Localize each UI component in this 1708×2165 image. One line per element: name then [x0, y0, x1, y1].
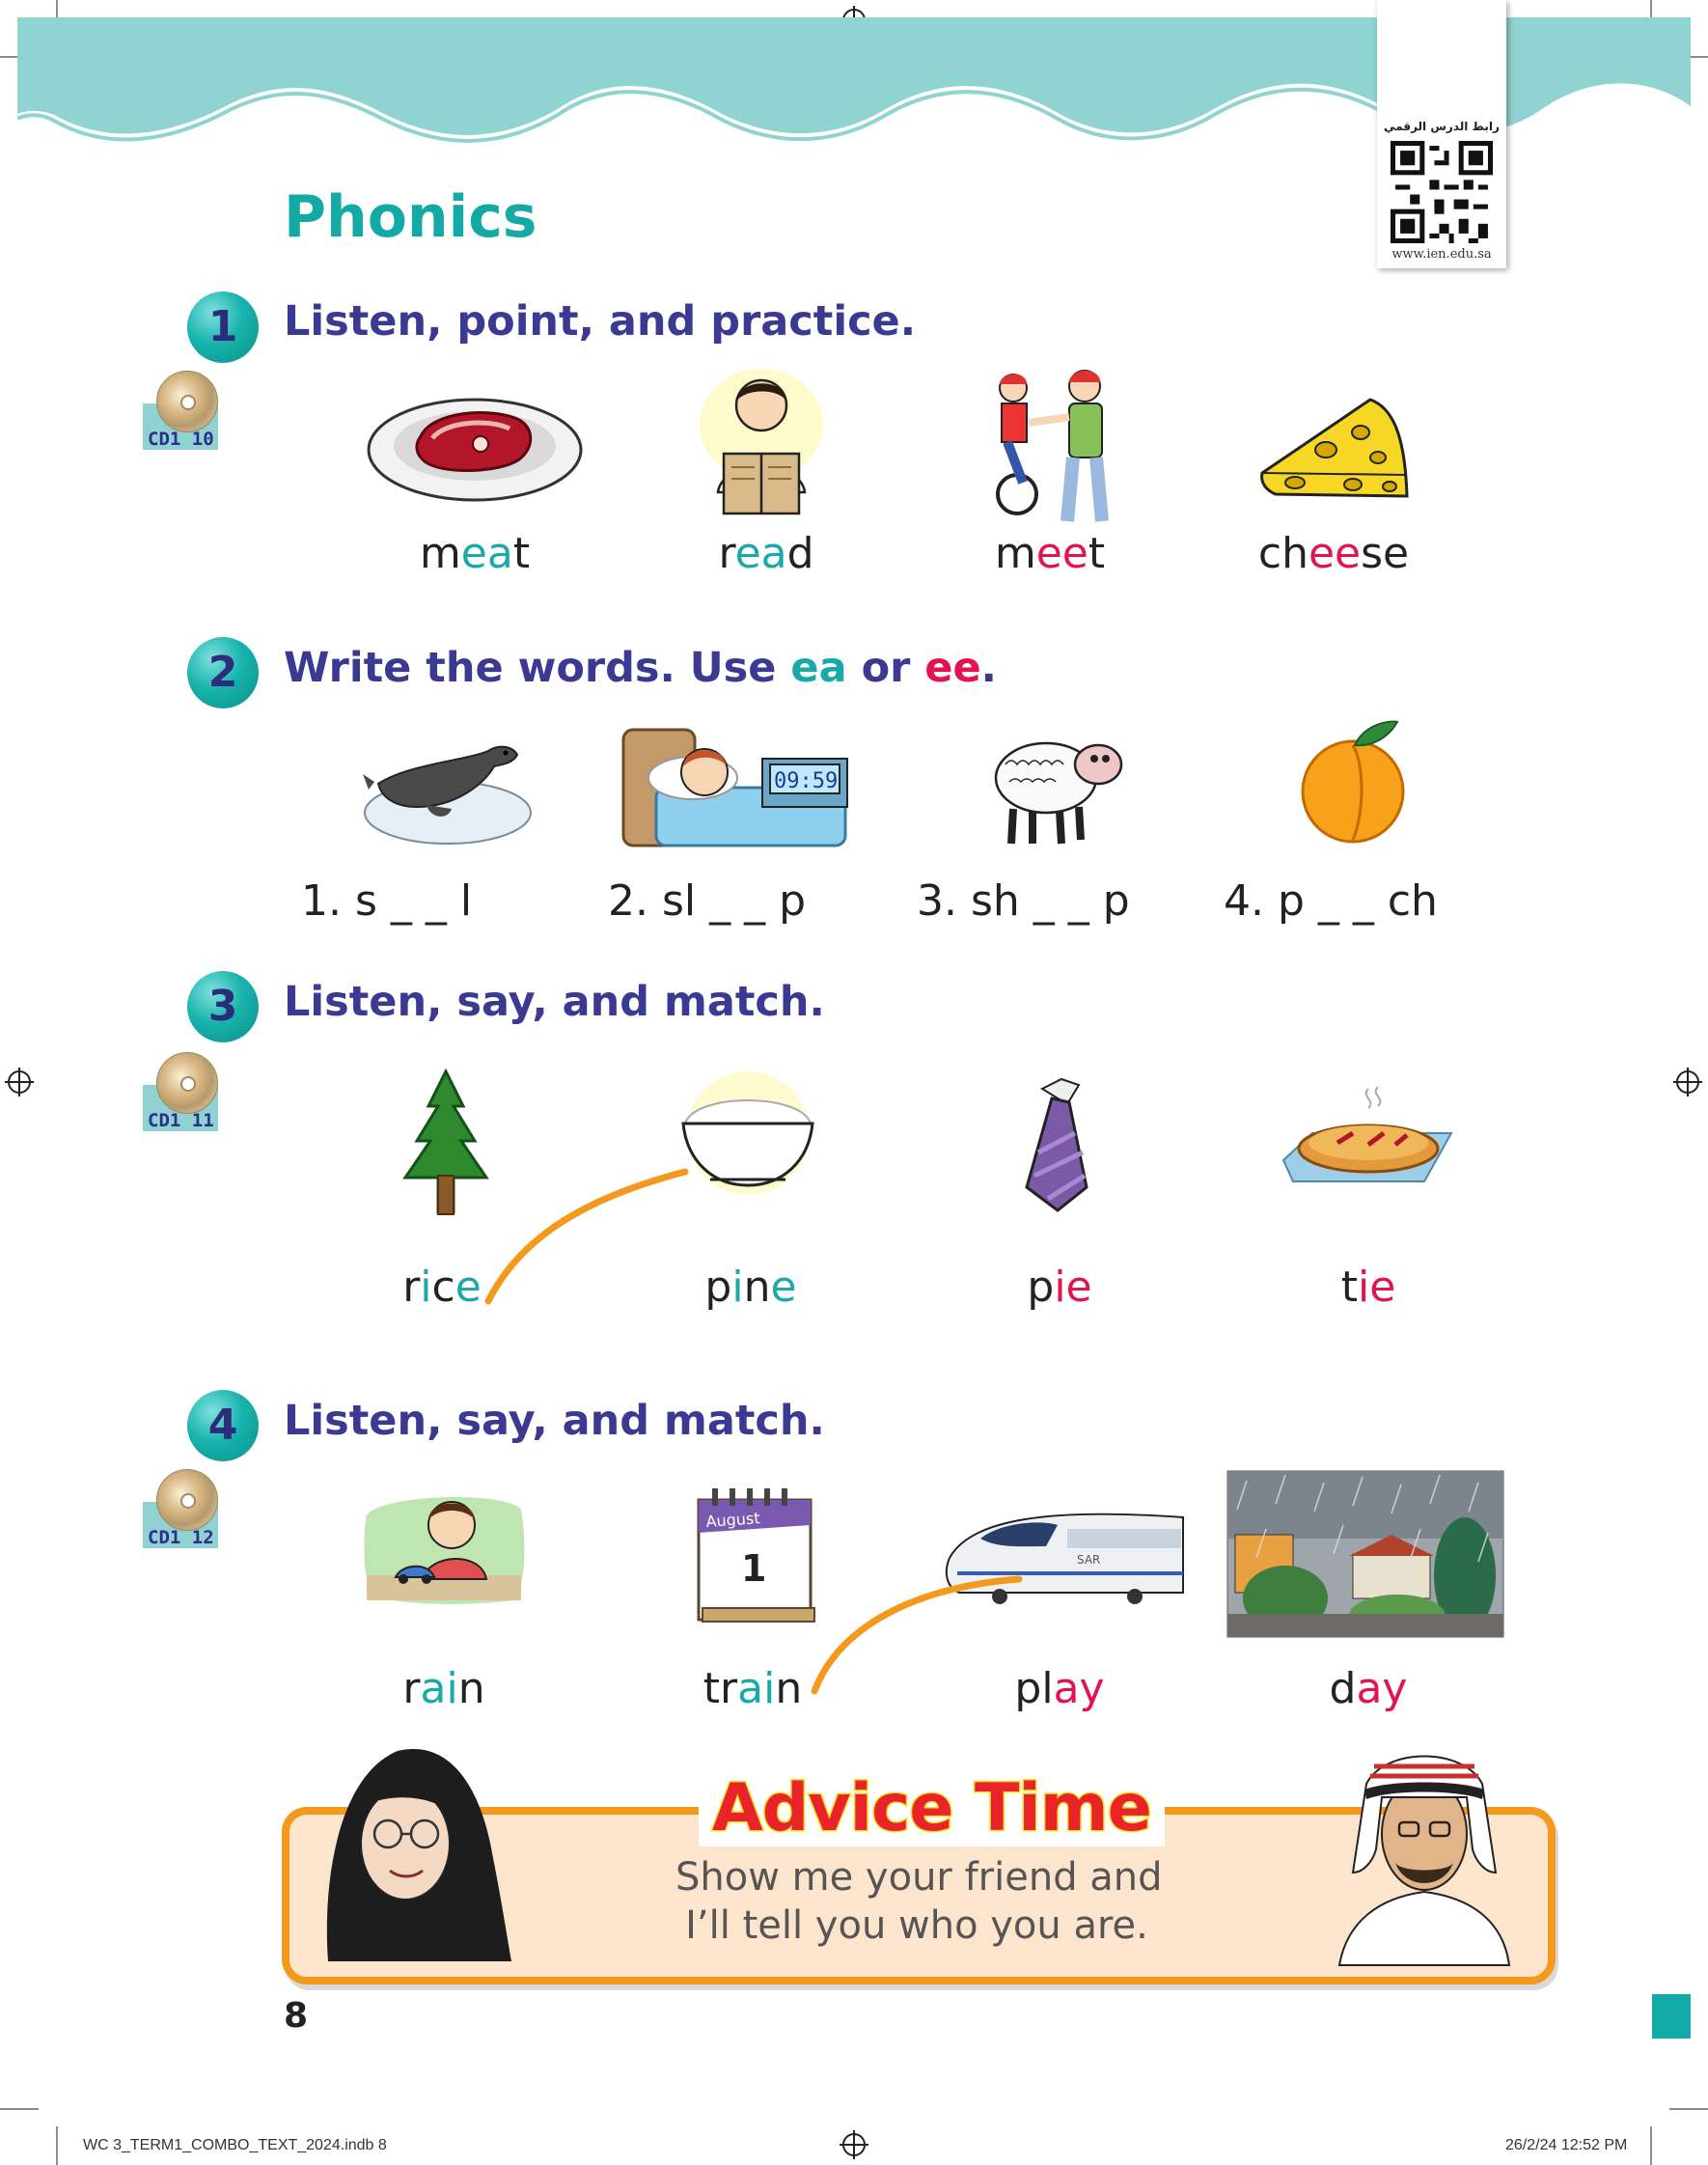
fill-item-4[interactable]: 4. p _ _ ch	[1224, 876, 1438, 926]
word-train: train	[702, 1664, 803, 1713]
word-read: read	[718, 529, 814, 578]
boy-playing-toy-car-icon	[361, 1486, 527, 1606]
word-meet: meet	[994, 529, 1106, 578]
word-cheese: cheese	[1257, 529, 1410, 578]
exercise-number-3: 3	[187, 971, 259, 1042]
qr-code-icon	[1391, 141, 1493, 243]
necktie-icon	[1019, 1075, 1096, 1214]
cd-label: CD1 11	[148, 1110, 214, 1131]
sheep-icon	[990, 726, 1125, 847]
registration-mark-left	[5, 1068, 34, 1096]
sleeping-boy-icon	[618, 720, 880, 851]
word-meat: meat	[419, 529, 531, 578]
fill-item-2[interactable]: 2. sl _ _ p	[608, 876, 807, 926]
exercise-3-instruction: Listen, say, and match.	[284, 978, 825, 1026]
word-pie: pie	[1027, 1263, 1092, 1312]
exercise-number-4: 4	[187, 1390, 259, 1461]
cd-audio-button-3[interactable]	[143, 1469, 218, 1548]
seal-icon	[359, 726, 533, 844]
meat-steak-icon	[365, 390, 585, 506]
exercise-number-1: 1	[187, 291, 259, 363]
advice-title: Advice Time	[699, 1770, 1165, 1846]
word-day: day	[1329, 1664, 1408, 1713]
word-pine: pine	[704, 1263, 797, 1312]
cd-label: CD1 12	[148, 1527, 214, 1548]
page-number: 8	[284, 1996, 309, 2036]
woman-character-icon	[289, 1737, 517, 1965]
exercise-1-instruction: Listen, point, and practice.	[284, 297, 917, 346]
word-rice: rice	[402, 1263, 482, 1312]
calendar-month: August	[704, 1509, 761, 1531]
exercise-4-instruction: Listen, say, and match.	[284, 1397, 825, 1445]
advice-line-2: I’ll tell you who you are.	[685, 1903, 1148, 1948]
page-title: Phonics	[284, 183, 537, 251]
registration-mark-bottom	[840, 2130, 868, 2159]
fill-item-3[interactable]: 3. sh _ _ p	[917, 876, 1130, 926]
qr-tag[interactable]	[1377, 0, 1506, 268]
fill-item-1[interactable]: 1. s _ _ l	[301, 876, 473, 926]
cd-label: CD1 10	[148, 429, 214, 450]
boys-meeting-icon	[984, 367, 1129, 525]
alarm-clock-time: 09:59	[774, 769, 839, 793]
man-character-icon	[1312, 1728, 1534, 1969]
peach-icon	[1297, 716, 1409, 846]
cheese-wedge-icon	[1256, 394, 1413, 502]
corner-tab	[1652, 1994, 1691, 2039]
train-logo: SAR	[1077, 1553, 1101, 1567]
exercise-number-2: 2	[187, 637, 259, 708]
boy-reading-book-icon	[697, 367, 826, 527]
rainy-day-icon	[1227, 1471, 1503, 1637]
qr-url[interactable]: www.ien.edu.sa	[1391, 247, 1492, 262]
word-rain: rain	[402, 1664, 485, 1713]
cd-audio-button-1[interactable]	[143, 371, 218, 450]
exercise-2-instruction: Write the words. Use ea or ee.	[284, 644, 997, 692]
advice-line-1: Show me your friend and	[675, 1855, 1163, 1900]
pie-icon	[1283, 1085, 1451, 1187]
word-play: play	[1014, 1664, 1105, 1713]
calendar-day: 1	[741, 1547, 767, 1590]
registration-mark-right	[1673, 1068, 1702, 1096]
footer-timestamp: 26/2/24 12:52 PM	[1505, 2137, 1628, 2153]
cd-audio-button-2[interactable]	[143, 1052, 218, 1131]
word-tie: tie	[1340, 1263, 1396, 1312]
footer-file-info: WC 3_TERM1_COMBO_TEXT_2024.indb 8	[83, 2137, 387, 2153]
qr-arabic-label: رابط الدرس الرقمي	[1384, 120, 1500, 133]
